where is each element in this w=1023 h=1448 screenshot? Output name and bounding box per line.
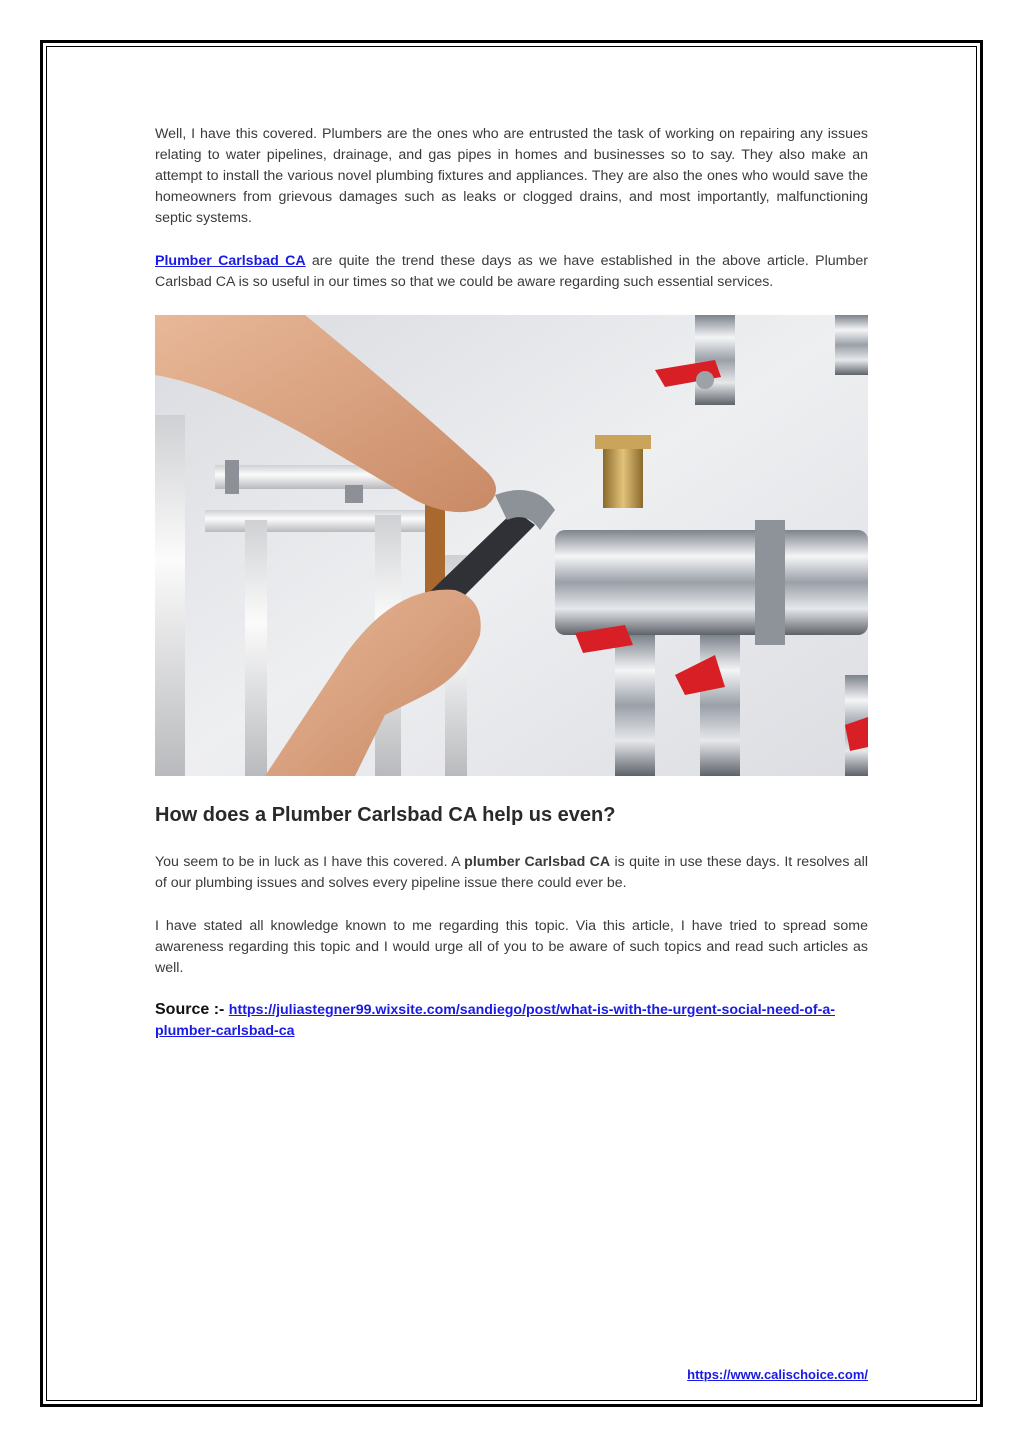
knowledge-paragraph: I have stated all knowledge known to me regarding this topic. Via this article, I have tried to spread some awareness regarding this topic and I would urge all of you to be aware of such topics and read such articles as well.	[155, 918, 868, 976]
luck-paragraph	[155, 852, 868, 894]
section-heading: How does a Plumber Carlsbad CA help us even?	[155, 804, 616, 826]
luck-paragraph-text-end: is quite in use these days. It resolves all of our plumbing issues and solves every pipeline issue there could ever be.	[155, 854, 868, 891]
luck-paragraph-text: You seem to be in luck as I have this covered. A	[155, 854, 465, 870]
plumber-carlsbad-link[interactable]: Plumber Carlsbad CA	[155, 253, 306, 269]
source-link[interactable]: https://juliastegner99.wixsite.com/sandiego/post/what-is-with-the-urgent-social-need-of-a-plumber-carlsbad-ca	[155, 1002, 835, 1039]
document-body	[155, 124, 868, 1042]
source-label: Source :-	[155, 1001, 229, 1018]
trend-paragraph-text: are quite the trend these days as we have established in the above article. Plumber Carlsbad CA is so useful in our times so that we could be aware regarding such essential services.	[155, 253, 868, 290]
trend-paragraph	[155, 251, 868, 293]
source-line	[155, 999, 868, 1042]
plumber-photo	[155, 315, 868, 776]
intro-paragraph: Well, I have this covered. Plumbers are the ones who are entrusted the task of working on repairing any issues relating to water pipelines, drainage, and gas pipes in homes and businesses so to say. They also make an attempt to install the various novel plumbing fixtures and appliances. They are also the ones who would save the homeowners from grievous damages such as leaks or clogged drains, and most importantly, malfunctioning septic systems.	[155, 126, 868, 226]
footer-website-link[interactable]: https://www.calischoice.com/	[687, 1367, 868, 1382]
plumber-carlsbad-bold: plumber Carlsbad CA	[464, 854, 611, 870]
